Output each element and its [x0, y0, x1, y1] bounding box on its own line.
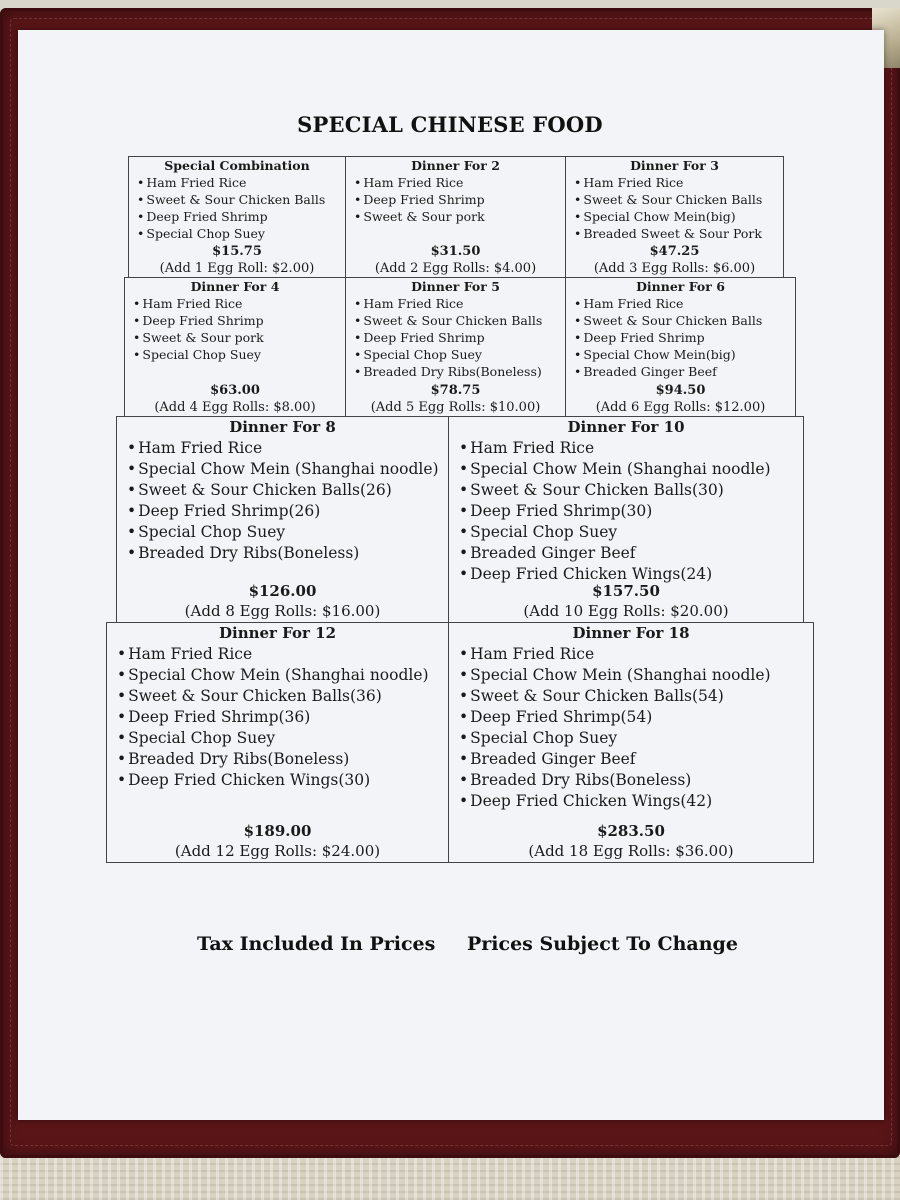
list-item: • Sweet & Sour Chicken Balls — [574, 312, 795, 329]
list-item: • Deep Fried Shrimp — [137, 208, 345, 225]
dinner-for-3-item-list — [566, 174, 783, 242]
dinner-for-10-price: $157.50 — [592, 582, 660, 600]
dinner-for-6-box — [565, 277, 796, 417]
combo-item-list — [129, 174, 345, 242]
dinner-for-2-item-list — [346, 174, 565, 225]
dinner-for-12-name: Dinner For 12 — [218, 624, 337, 642]
dinner-for-4-item-list — [125, 295, 345, 363]
combo-box — [128, 156, 346, 278]
dinner-for-18-addon: (Add 18 Egg Rolls: $36.00) — [528, 842, 734, 860]
dinner-for-8-price: $126.00 — [248, 582, 317, 600]
dinner-for-8-name: Dinner For 8 — [229, 418, 336, 436]
dinner-for-4-name: Dinner For 4 — [190, 279, 280, 294]
list-item: • Sweet & Sour Chicken Balls(26) — [127, 480, 448, 501]
list-item: • Special Chop Suey — [354, 346, 565, 363]
list-item: • Ham Fried Rice — [459, 644, 813, 665]
menu-title: SPECIAL CHINESE FOOD — [297, 112, 603, 137]
list-item: • Sweet & Sour pork — [133, 329, 345, 346]
list-item: • Special Chow Mein (Shanghai noodle) — [459, 665, 813, 686]
list-item: • Breaded Dry Ribs(Boneless) — [127, 543, 448, 564]
list-item: • Special Chop Suey — [133, 346, 345, 363]
dinner-for-12-item-list — [107, 644, 448, 791]
list-item: • Special Chop Suey — [459, 522, 803, 543]
dinner-for-10-item-list — [449, 438, 803, 585]
list-item: • Deep Fried Shrimp — [133, 312, 345, 329]
dinner-for-6-addon: (Add 6 Egg Rolls: $12.00) — [595, 400, 766, 415]
list-item: • Deep Fried Shrimp — [354, 191, 565, 208]
dinner-for-4-addon: (Add 4 Egg Rolls: $8.00) — [154, 400, 316, 415]
list-item: • Deep Fried Chicken Wings(42) — [459, 791, 813, 812]
list-item: • Special Chop Suey — [459, 728, 813, 749]
list-item: • Sweet & Sour Chicken Balls — [354, 312, 565, 329]
dinner-for-2-price: $31.50 — [430, 244, 481, 259]
dinner-for-10-box — [448, 416, 804, 623]
list-item: • Ham Fried Rice — [127, 438, 448, 459]
list-item: • Deep Fried Shrimp(30) — [459, 501, 803, 522]
list-item: • Breaded Ginger Beef — [459, 543, 803, 564]
list-item: • Breaded Sweet & Sour Pork — [574, 225, 783, 242]
list-item: • Sweet & Sour Chicken Balls(30) — [459, 480, 803, 501]
list-item: • Deep Fried Shrimp(36) — [117, 707, 448, 728]
list-item: • Breaded Dry Ribs(Boneless) — [354, 363, 565, 380]
dinner-for-12-box — [106, 622, 449, 863]
list-item: • Ham Fried Rice — [117, 644, 448, 665]
list-item: • Ham Fried Rice — [354, 174, 565, 191]
dinner-for-3-addon: (Add 3 Egg Rolls: $6.00) — [593, 261, 756, 276]
list-item: • Special Chow Mein (Shanghai noodle) — [459, 459, 803, 480]
dinner-for-8-item-list — [117, 438, 448, 564]
dinner-for-5-price: $78.75 — [430, 383, 481, 398]
list-item: • Sweet & Sour Chicken Balls(54) — [459, 686, 813, 707]
tax-note: Tax Included In Prices — [197, 933, 436, 955]
dinner-for-18-price: $283.50 — [597, 822, 665, 840]
dinner-for-2-name: Dinner For 2 — [411, 158, 500, 173]
list-item: • Special Chop Suey — [117, 728, 448, 749]
list-item: • Breaded Ginger Beef — [574, 363, 795, 380]
list-item: • Deep Fried Shrimp — [354, 329, 565, 346]
list-item: • Ham Fried Rice — [459, 438, 803, 459]
dinner-for-3-price: $47.25 — [649, 244, 700, 259]
list-item: • Sweet & Sour Chicken Balls(36) — [117, 686, 448, 707]
dinner-for-5-addon: (Add 5 Egg Rolls: $10.00) — [370, 400, 541, 415]
list-item: • Deep Fried Shrimp(54) — [459, 707, 813, 728]
list-item: • Deep Fried Chicken Wings(24) — [459, 564, 803, 585]
list-item: • Ham Fried Rice — [137, 174, 345, 191]
dinner-for-10-addon: (Add 10 Egg Rolls: $20.00) — [523, 602, 729, 620]
list-item: • Ham Fried Rice — [574, 295, 795, 312]
list-item: • Special Chow Mein (Shanghai noodle) — [127, 459, 448, 480]
list-item: • Ham Fried Rice — [354, 295, 565, 312]
list-item: • Sweet & Sour Chicken Balls — [137, 191, 345, 208]
combo-name: Special Combination — [164, 158, 310, 173]
dinner-for-5-name: Dinner For 5 — [411, 279, 500, 294]
list-item: • Special Chop Suey — [127, 522, 448, 543]
dinner-for-18-box — [448, 622, 814, 863]
dinner-for-3-name: Dinner For 3 — [630, 158, 719, 173]
dinner-for-6-name: Dinner For 6 — [636, 279, 725, 294]
dinner-for-18-item-list — [449, 644, 813, 812]
dinner-for-8-addon: (Add 8 Egg Rolls: $16.00) — [184, 602, 381, 620]
dinner-for-8-box — [116, 416, 449, 623]
list-item: • Sweet & Sour Chicken Balls — [574, 191, 783, 208]
price-change-note: Prices Subject To Change — [467, 933, 738, 955]
dinner-for-12-addon: (Add 12 Egg Rolls: $24.00) — [174, 842, 381, 860]
list-item: • Special Chow Mein (Shanghai noodle) — [117, 665, 448, 686]
dinner-for-4-price: $63.00 — [210, 383, 260, 398]
list-item: • Deep Fried Shrimp — [574, 329, 795, 346]
list-item: • Breaded Ginger Beef — [459, 749, 813, 770]
dinner-for-10-name: Dinner For 10 — [567, 418, 685, 436]
dinner-for-5-item-list — [346, 295, 565, 380]
dinner-for-18-name: Dinner For 18 — [572, 624, 690, 642]
dinner-for-6-price: $94.50 — [655, 383, 706, 398]
list-item: • Sweet & Sour pork — [354, 208, 565, 225]
dinner-for-6-item-list — [566, 295, 795, 380]
list-item: • Breaded Dry Ribs(Boneless) — [117, 749, 448, 770]
combo-addon: (Add 1 Egg Roll: $2.00) — [159, 261, 315, 276]
dinner-for-3-box — [565, 156, 784, 278]
dinner-for-2-addon: (Add 2 Egg Rolls: $4.00) — [374, 261, 537, 276]
list-item: • Ham Fried Rice — [574, 174, 783, 191]
dinner-for-5-box — [345, 277, 566, 417]
dinner-for-2-box — [345, 156, 566, 278]
list-item: • Special Chow Mein(big) — [574, 208, 783, 225]
list-item: • Ham Fried Rice — [133, 295, 345, 312]
list-item: • Special Chow Mein(big) — [574, 346, 795, 363]
list-item: • Special Chop Suey — [137, 225, 345, 242]
list-item: • Deep Fried Chicken Wings(30) — [117, 770, 448, 791]
list-item: • Deep Fried Shrimp(26) — [127, 501, 448, 522]
dinner-for-12-price: $189.00 — [243, 822, 312, 840]
dinner-for-4-box — [124, 277, 346, 417]
list-item: • Breaded Dry Ribs(Boneless) — [459, 770, 813, 791]
combo-price: $15.75 — [212, 244, 262, 259]
